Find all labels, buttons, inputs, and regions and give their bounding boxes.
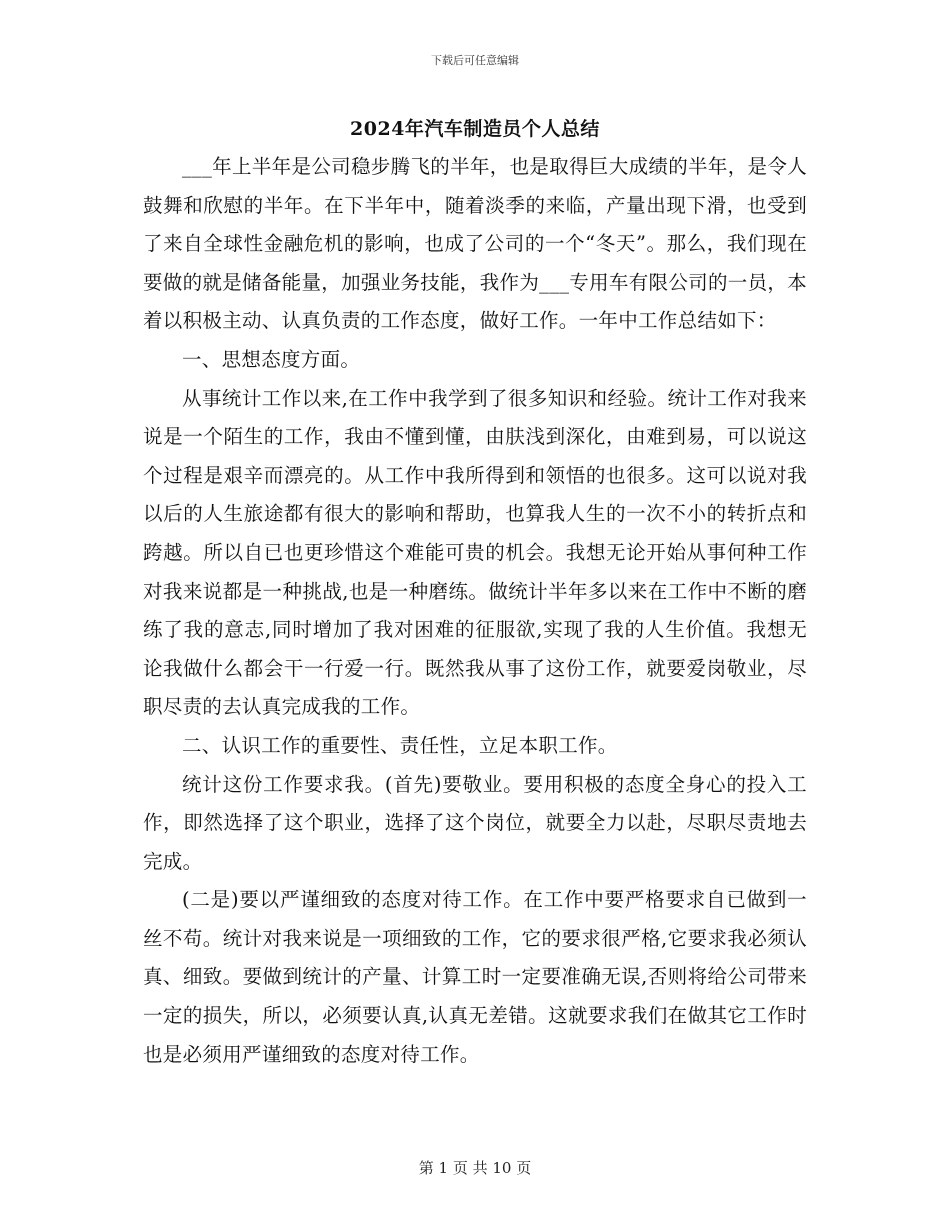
paragraph-first-point: 统计这份工作要求我。(首先)要敬业。要用积极的态度全身心的投入工作，即然选择了这个职业，选择了这个岗位，就要全力以赴，尽职尽责地去完成。	[143, 772, 807, 873]
document-body	[143, 148, 807, 1074]
page-number-footer: 第 1 页 共 10 页	[418, 1159, 532, 1177]
paragraph-section-1: 从事统计工作以来,在工作中我学到了很多知识和经验。统计工作对我来说是一个陌生的工作，我由不懂到懂，由肤浅到深化，由难到易，可以说这个过程是艰辛而漂亮的。从工作中我所得到和领悟的也很多。这可以说对我以后的人生旅途都有很大的影响和帮助，也算我人生的一次不小的转折点和跨越。所以自已也更珍惜这个难能可贵的机会。我想无论开始从事何种工作对我来说都是一种挑战,也是一种磨练。做统计半年多以来在工作中不断的磨练了我的意志,同时增加了我对困难的征服欲,实现了我的人生价值。我想无论我做什么都会干一行爱一行。既然我从事了这份工作，就要爱岗敬业，尽职尽责的去认真完成我的工作。	[143, 386, 807, 719]
header-note: 下载后可任意编辑	[431, 54, 519, 67]
paragraph-second-point: (二是)要以严谨细致的态度对待工作。在工作中要严格要求自已做到一丝不苟。统计对我来说是一项细致的工作，它的要求很严格,它要求我必须认真、细致。要做到统计的产量、计算工时一定要准确无误,否则将给公司带来一定的损失，所以，必须要认真,认真无差错。这就要求我们在做其它工作时也是必须用严谨细致的态度对待工作。	[143, 888, 807, 1066]
paragraph-intro: ___年上半年是公司稳步腾飞的半年，也是取得巨大成绩的半年，是令人鼓舞和欣慰的半年。在下半年中，随着淡季的来临，产量出现下滑，也受到了来自全球性金融危机的影响，也成了公司的一个“冬天”。那么，我们现在要做的就是储备能量，加强业务技能，我作为___专用车有限公司的一员，本着以积极主动、认真负责的工作态度，做好工作。一年中工作总结如下：	[143, 155, 807, 333]
document-title: 2024年汽车制造员个人总结	[350, 118, 600, 140]
section-heading-2: 二、认识工作的重要性、责任性，立足本职工作。	[182, 733, 618, 757]
section-heading-1: 一、思想态度方面。	[182, 347, 361, 371]
